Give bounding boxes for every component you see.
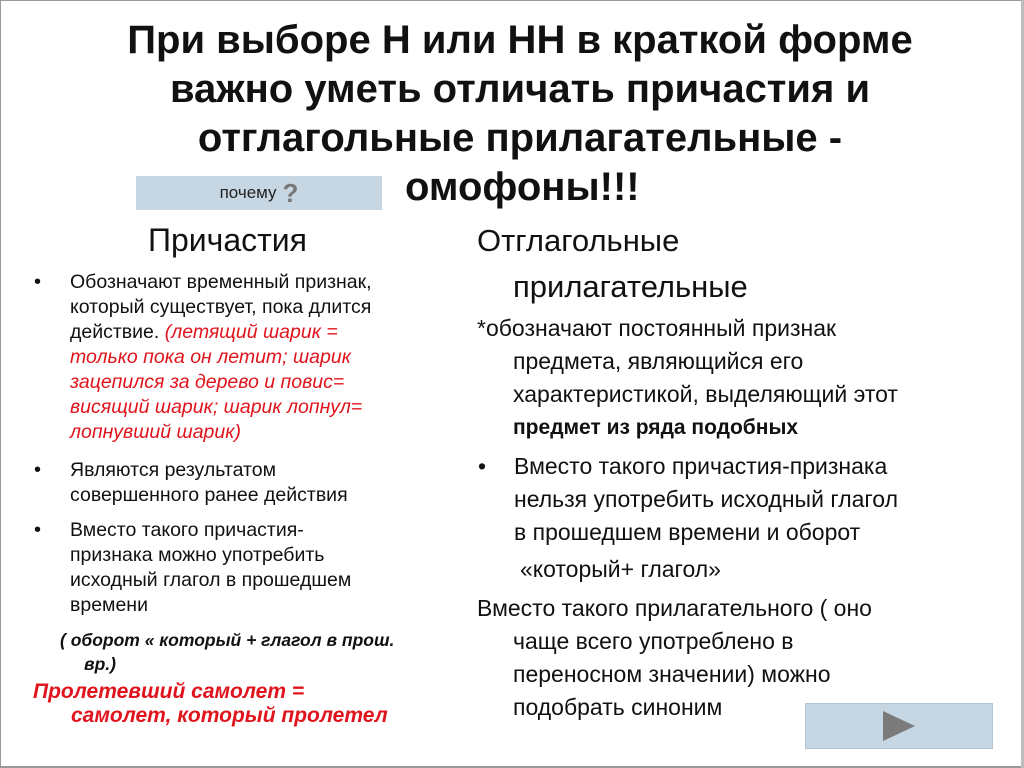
slide-left-border xyxy=(0,0,1,768)
question-icon: ? xyxy=(282,178,299,208)
participles-bullet-2: Являются результатом совершенного ранее действия xyxy=(70,459,348,506)
example-sentence: Пролетевший самолет = самолет, который пролетел xyxy=(33,680,388,727)
bullet-marker: • xyxy=(34,271,42,293)
next-slide-button[interactable] xyxy=(805,703,993,749)
participles-heading: Причастия xyxy=(148,222,307,258)
verbal-adjectives-definition: *обозначают постоянный признак предмета, являющийся его характеристикой, выделяющий этот предмет из ряда подобных xyxy=(477,315,898,439)
bullet-marker: • xyxy=(34,519,42,541)
why-button[interactable] xyxy=(136,176,382,210)
title-line-2: важно уметь отличать причастия и xyxy=(169,67,871,111)
title-line-3: отглагольные прилагательные - xyxy=(197,116,843,160)
title-line-4: омофоны!!! xyxy=(405,165,640,209)
bullet-marker: • xyxy=(478,453,487,479)
slide-title xyxy=(95,16,945,163)
verbal-adjectives-bullet: Вместо такого причастия-признака нельзя употребить исходный глагол в прошедшем времени и оборот «который+ глагол» xyxy=(514,453,899,582)
participles-bullet-3: Вместо такого причастия- признака можно употребить исходный глагол в прошедшем времени xyxy=(70,519,352,616)
example-red-text: (летящий шарик = xyxy=(164,321,338,343)
bullet-marker: • xyxy=(34,459,42,481)
title-line-1: При выборе Н или НН в краткой форме xyxy=(127,18,913,62)
participles-bullet-1: Обозначают временный признак, который существует, пока длится действие. (летящий шарик = только пока он летит; шарик зацепился за дерево и повис= висящий шарик; шарик лопнул= лопнувший шарик) xyxy=(70,271,372,443)
verbal-adjectives-heading: Отглагольные прилагательные xyxy=(477,223,748,304)
turnover-note: ( оборот « который + глагол в прош. вр.) xyxy=(60,630,395,674)
verbal-adjectives-synonym-note: Вместо такого прилагательного ( оно чаще всего употреблено в переносном значении) можно подобрать синоним xyxy=(477,595,872,720)
why-button-label: почему xyxy=(219,183,277,202)
slide-top-border xyxy=(0,0,1024,1)
play-arrow-icon xyxy=(879,709,919,743)
